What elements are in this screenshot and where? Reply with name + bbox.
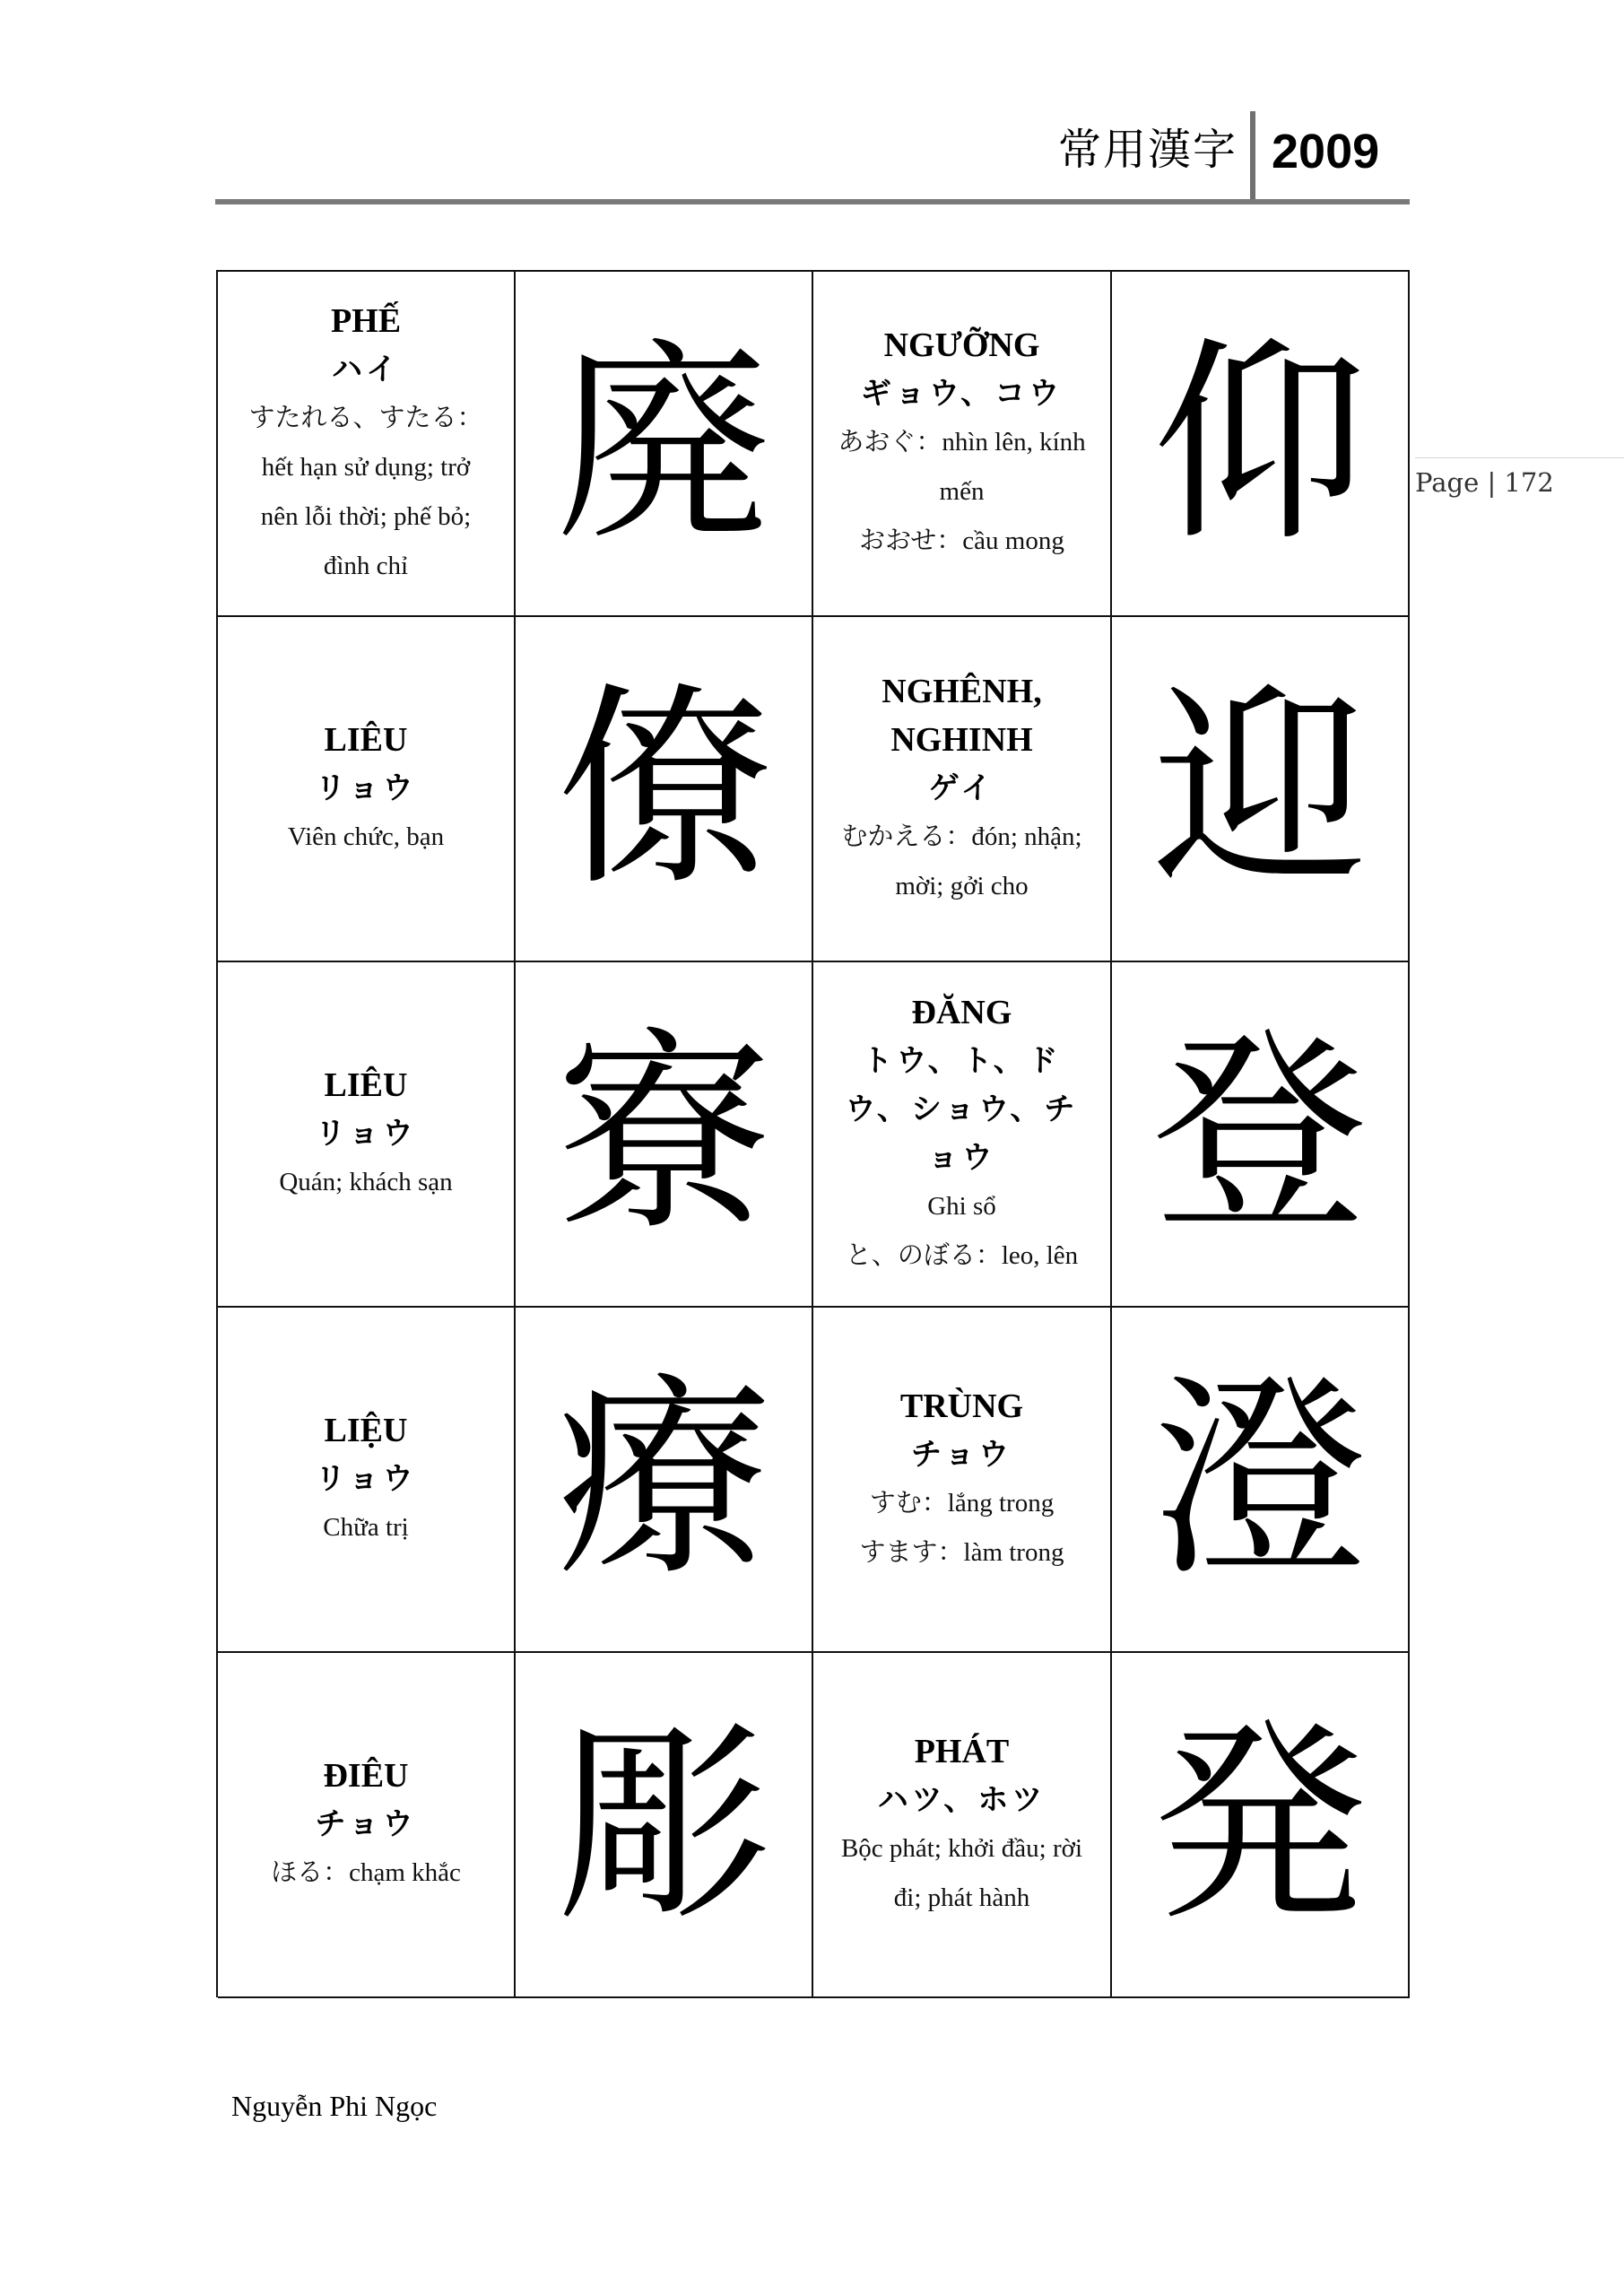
onyomi-reading: ギョウ、コウ <box>860 376 1064 412</box>
kanji-glyph: 迎 <box>1151 663 1368 915</box>
kanji-glyph-cell <box>516 1653 813 1998</box>
kanji-info-cell <box>218 1308 516 1653</box>
kanji-glyph-cell <box>516 1308 813 1653</box>
document-year: 2009 <box>1272 125 1380 178</box>
kanji-info-cell <box>218 1653 516 1998</box>
sino-vietnamese-reading: ĐĂNG <box>911 993 1012 1031</box>
kanji-glyph: 廃 <box>555 317 771 570</box>
page-number: Page | 172 <box>1415 467 1554 498</box>
author-name: Nguyễn Phi Ngọc <box>231 2090 438 2122</box>
kanji-glyph: 彫 <box>555 1699 771 1951</box>
sino-vietnamese-reading: NGHÊNH, NGHINH <box>881 672 1042 759</box>
kanji-glyph: 発 <box>1151 1699 1368 1951</box>
kanji-glyph: 寮 <box>555 1008 771 1260</box>
kanji-info-cell <box>813 272 1112 617</box>
sino-vietnamese-reading: ĐIÊU <box>323 1757 409 1795</box>
meaning-line: ほる：chạm khắc <box>271 1858 461 1887</box>
kanji-glyph-cell <box>1112 962 1410 1308</box>
header-rule <box>215 199 1410 204</box>
sino-vietnamese-reading: PHẾ <box>330 301 402 340</box>
kanji-glyph-cell <box>1112 272 1410 617</box>
meaning-line: mời; gởi cho <box>895 871 1029 900</box>
kanji-info-cell <box>218 272 516 617</box>
onyomi-reading: リョウ <box>315 1461 417 1497</box>
kanji-glyph-cell <box>516 962 813 1308</box>
kanji-glyph: 僚 <box>555 663 771 915</box>
sino-vietnamese-reading: LIÊU <box>324 721 408 759</box>
kanji-glyph: 登 <box>1151 1008 1368 1260</box>
meaning-line: mến <box>939 477 985 506</box>
meaning-line: あおぐ：nhìn lên, kính <box>838 428 1086 457</box>
kanji-glyph-cell <box>516 272 813 617</box>
meaning-line: Quán; khách sạn <box>279 1168 453 1196</box>
meaning-line: Chữa trị <box>323 1513 409 1542</box>
sino-vietnamese-reading: TRÙNG <box>899 1387 1024 1425</box>
onyomi-reading: トウ、ト、ドウ、ショウ、チョウ <box>845 1042 1079 1176</box>
kanji-glyph-cell <box>1112 1308 1410 1653</box>
page-number-rule <box>1415 457 1624 458</box>
meaning-line: Ghi sổ <box>927 1191 996 1221</box>
onyomi-reading: ハイ <box>332 351 400 387</box>
kanji-info-cell <box>813 617 1112 962</box>
meaning-line: むかえる：đón; nhận; <box>841 822 1082 851</box>
kanji-glyph: 澄 <box>1151 1353 1368 1605</box>
onyomi-reading: ゲイ <box>928 770 995 806</box>
kanji-glyph-cell <box>1112 617 1410 962</box>
meaning-line: と、のぼる：leo, lên <box>845 1240 1079 1270</box>
kanji-info-cell <box>813 962 1112 1308</box>
onyomi-reading: リョウ <box>315 1116 417 1152</box>
meaning-line: nên lỗi thời; phế bỏ; <box>260 501 472 531</box>
meaning-line: すむ：lắng trong <box>869 1488 1055 1518</box>
sino-vietnamese-reading: PHÁT <box>914 1732 1010 1770</box>
kanji-info-cell <box>813 1653 1112 1998</box>
kanji-glyph-cell <box>516 617 813 962</box>
kanji-info-cell <box>813 1308 1112 1653</box>
onyomi-reading: チョウ <box>911 1436 1012 1473</box>
onyomi-reading: リョウ <box>315 770 417 806</box>
kanji-info-cell <box>218 962 516 1308</box>
meaning-line: Viên chức, bạn <box>287 822 445 851</box>
document-title: 常用漢字 <box>1057 125 1238 175</box>
onyomi-reading: ハツ、ホツ <box>877 1781 1046 1818</box>
meaning-line: đình chỉ <box>323 551 409 580</box>
header-separator <box>1250 111 1255 203</box>
kanji-glyph: 療 <box>555 1353 771 1605</box>
meaning-line: すます：làm trong <box>859 1537 1064 1567</box>
kanji-table <box>216 270 1410 1997</box>
sino-vietnamese-reading: LIÊU <box>324 1066 408 1104</box>
meaning-line: Bộc phát; khởi đầu; rời <box>840 1833 1083 1863</box>
kanji-glyph-cell <box>1112 1653 1410 1998</box>
kanji-info-cell <box>218 617 516 962</box>
meaning-line: すたれる、すたる： <box>248 403 483 432</box>
onyomi-reading: チョウ <box>315 1806 417 1842</box>
meaning-line: hết hạn sử dụng; trở <box>261 452 471 482</box>
sino-vietnamese-reading: NGƯỠNG <box>883 326 1040 364</box>
sino-vietnamese-reading: LIỆU <box>324 1412 408 1449</box>
kanji-glyph: 仰 <box>1151 317 1368 570</box>
meaning-line: おおせ：cầu mong <box>859 526 1064 555</box>
meaning-line: đi; phát hành <box>893 1883 1030 1912</box>
